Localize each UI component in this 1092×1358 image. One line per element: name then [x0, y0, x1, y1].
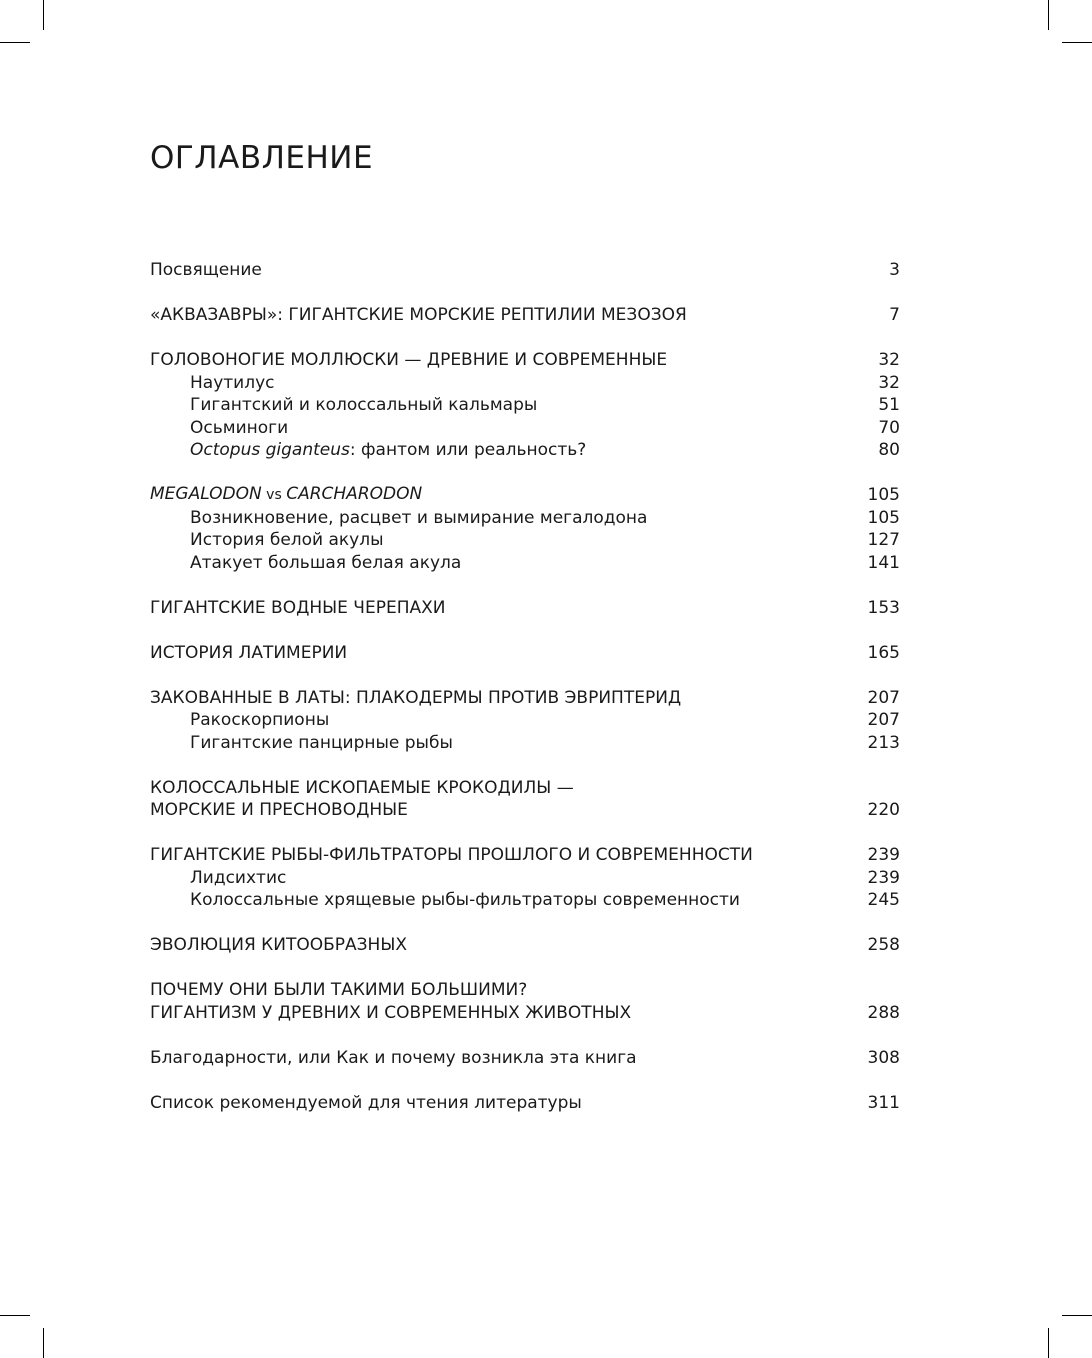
toc-entry-label: ГОЛОВОНОГИЕ МОЛЛЮСКИ — ДРЕВНИЕ И СОВРЕМЕННЫЕ ..... [150, 349, 850, 372]
toc-entry-page: 311 [867, 1092, 900, 1113]
italic-label-part: Octopus giganteus [190, 440, 350, 460]
toc-entry-page: 207 [867, 687, 900, 708]
toc-subentry-label: Гигантские панцирные рыбы ..... [190, 732, 850, 755]
italic-label-part: CARCHARODON [286, 484, 423, 504]
toc-subentry[interactable] [150, 867, 900, 890]
toc-subentry-label: Возникновение, расцвет и вымирание мегалодона ..... [190, 507, 850, 530]
toc-group-cephalopods [150, 349, 900, 462]
toc-group-aquasaurs [150, 304, 900, 327]
toc-subentry[interactable] [150, 507, 900, 530]
toc-group-crocodiles [150, 777, 900, 822]
label-rest: : фантом или реальность? [349, 440, 587, 460]
toc-subentry-page: 127 [867, 530, 900, 550]
toc-entry-label-line1: ПОЧЕМУ ОНИ БЫЛИ ТАКИМИ БОЛЬШИМИ? [150, 980, 528, 1000]
toc-entry-page: 3 [889, 260, 900, 280]
toc-subentry[interactable] [150, 417, 900, 440]
toc-entry[interactable] [150, 642, 900, 665]
toc-subentry[interactable] [150, 529, 900, 552]
crop-mark [43, 0, 44, 30]
toc-entry-label: ЭВОЛЮЦИЯ КИТООБРАЗНЫХ ..... [150, 934, 850, 957]
toc-entry[interactable] [150, 934, 900, 957]
toc-subentry[interactable] [150, 732, 900, 755]
toc-entry-label: ГИГАНТСКИЕ РЫБЫ-ФИЛЬТРАТОРЫ ПРОШЛОГО И СОВРЕМЕННОСТИ ..... [150, 844, 850, 867]
toc-entry-page: 239 [867, 845, 900, 865]
toc-entry[interactable] [150, 1047, 900, 1070]
toc-group-dedication [150, 259, 900, 282]
toc-entry[interactable] [150, 1092, 900, 1115]
toc-group-turtles [150, 597, 900, 620]
toc-subentry-label: Наутилус ..... [190, 372, 850, 395]
toc-entry-label: ГИГАНТСКИЕ ВОДНЫЕ ЧЕРЕПАХИ ..... [150, 597, 850, 620]
italic-label-part: MEGALODON [150, 484, 262, 504]
toc-group-gigantism [150, 979, 900, 1024]
toc-entry-label: ЗАКОВАННЫЕ В ЛАТЫ: ПЛАКОДЕРМЫ ПРОТИВ ЭВРИПТЕРИД ..... [150, 687, 850, 710]
toc-entry-page: 165 [867, 642, 900, 663]
toc-group-cetaceans [150, 934, 900, 957]
toc-subentry[interactable] [150, 394, 900, 417]
crop-mark [1062, 42, 1092, 43]
crop-mark [1062, 1315, 1092, 1316]
toc-subentry[interactable] [150, 889, 900, 912]
toc-subentry-label: Гигантский и колоссальный кальмары ..... [190, 394, 850, 417]
toc-subentry-page: 207 [867, 710, 900, 730]
toc-entry-label: ИСТОРИЯ ЛАТИМЕРИИ ..... [150, 642, 850, 665]
toc-entry-label-line1: КОЛОССАЛЬНЫЕ ИСКОПАЕМЫЕ КРОКОДИЛЫ — [150, 777, 574, 798]
toc-group-latimeria [150, 642, 900, 665]
toc-entry[interactable] [150, 844, 900, 867]
toc-entry-page: 32 [878, 350, 900, 370]
page-title: ОГЛАВЛЕНИЕ [150, 140, 374, 176]
toc-entry-label: Список рекомендуемой для чтения литературы ..... [150, 1092, 850, 1115]
table-of-contents [150, 259, 900, 1137]
toc-group-reading [150, 1092, 900, 1115]
toc-subentry[interactable] [150, 372, 900, 395]
toc-entry-page: 288 [867, 1002, 900, 1023]
toc-entry-page: 220 [867, 800, 900, 820]
toc-entry[interactable] [150, 259, 900, 282]
toc-entry-label: «АКВАЗАВРЫ»: ГИГАНТСКИЕ МОРСКИЕ РЕПТИЛИИ МЕЗОЗОЯ ..... [150, 304, 850, 327]
toc-group-filterfeeders [150, 844, 900, 912]
toc-subentry[interactable] [150, 709, 900, 732]
crop-mark [1048, 1328, 1049, 1358]
toc-entry-label [150, 483, 850, 507]
crop-mark [0, 1315, 30, 1316]
toc-subentry-label: Лидсихтис ..... [190, 867, 850, 890]
toc-subentry[interactable] [150, 439, 900, 462]
toc-entry-page: 105 [867, 485, 900, 505]
toc-entry-label: ГИГАНТИЗМ У ДРЕВНИХ И СОВРЕМЕННЫХ ЖИВОТНЫХ ..... [150, 1002, 850, 1025]
toc-subentry[interactable] [150, 552, 900, 575]
toc-entry-page: 7 [889, 305, 900, 325]
toc-subentry-page: 213 [867, 732, 900, 753]
toc-subentry-page: 32 [878, 372, 900, 393]
toc-entry[interactable] [150, 484, 900, 507]
toc-entry[interactable] [150, 687, 900, 710]
toc-entry-page: 258 [867, 935, 900, 955]
toc-entry[interactable] [150, 304, 900, 327]
toc-subentry-label: Ракоскорпионы ..... [190, 709, 850, 732]
toc-entry[interactable] [150, 349, 900, 372]
toc-subentry-label: Осьминоги ..... [190, 417, 850, 440]
crop-mark [0, 42, 30, 43]
toc-subentry-label: Атакует большая белая акула ..... [190, 552, 850, 575]
toc-entry-label: Посвящение ..... [150, 259, 850, 282]
toc-subentry-page: 70 [878, 417, 900, 438]
toc-subentry-label: История белой акулы ..... [190, 529, 850, 552]
toc-group-armored [150, 687, 900, 755]
toc-subentry-page: 141 [867, 552, 900, 573]
toc-entry[interactable] [150, 597, 900, 620]
toc-entry-label: Благодарности, или Как и почему возникла эта книга ..... [150, 1047, 850, 1070]
toc-group-thanks [150, 1047, 900, 1070]
crop-mark [43, 1328, 44, 1358]
toc-entry-page: 153 [867, 597, 900, 618]
toc-subentry-page: 51 [878, 395, 900, 415]
crop-mark [1048, 0, 1049, 30]
toc-entry[interactable] [150, 799, 900, 822]
toc-entry-page: 308 [867, 1047, 900, 1068]
toc-subentry-label [190, 439, 850, 462]
toc-subentry-page: 80 [878, 440, 900, 460]
toc-entry[interactable] [150, 1002, 900, 1025]
toc-subentry-page: 239 [867, 867, 900, 888]
vs-label: vs [261, 487, 287, 503]
toc-subentry-page: 245 [867, 890, 900, 910]
toc-entry-label: МОРСКИЕ И ПРЕСНОВОДНЫЕ ..... [150, 799, 850, 822]
toc-group-megalodon [150, 484, 900, 574]
toc-subentry-page: 105 [867, 507, 900, 528]
toc-subentry-label: Колоссальные хрящевые рыбы-фильтраторы современности ..... [190, 889, 850, 912]
